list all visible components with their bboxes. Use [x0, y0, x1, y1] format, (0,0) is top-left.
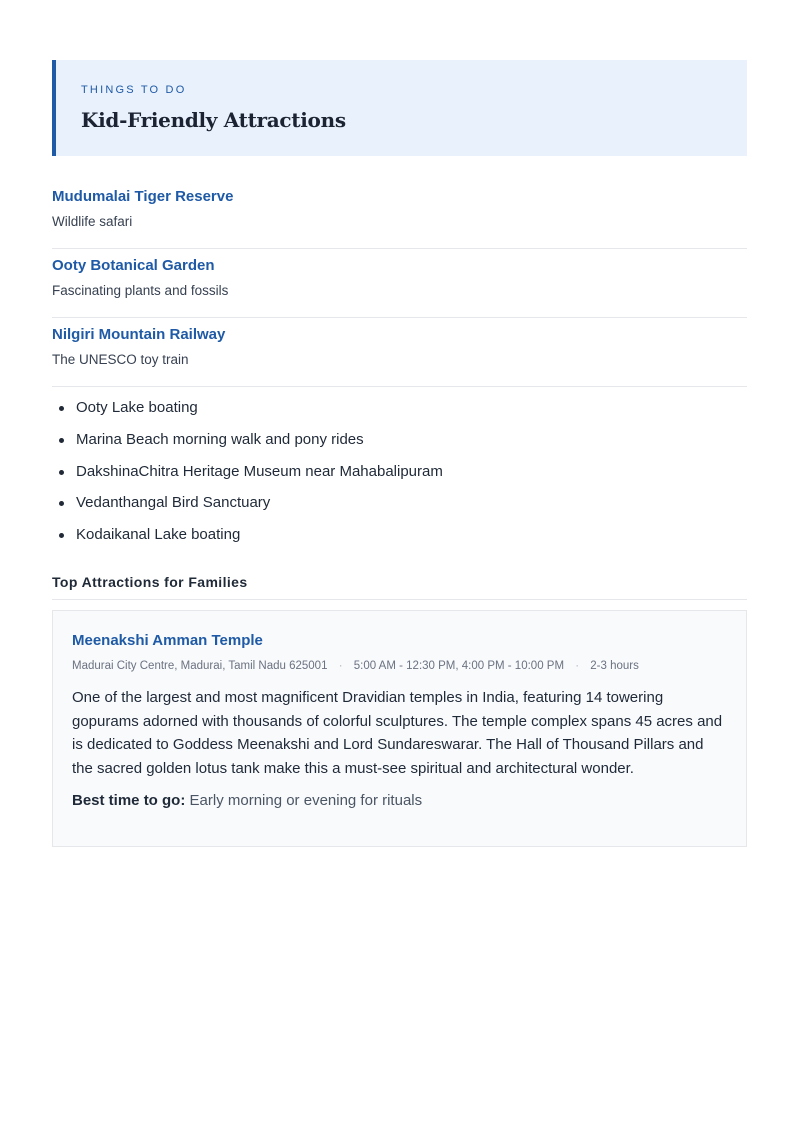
featured-attraction-card	[52, 610, 747, 847]
section-heading: Top Attractions for Families	[52, 574, 747, 600]
best-time-line	[72, 791, 727, 811]
activity-item: Marina Beach morning walk and pony rides	[52, 424, 747, 456]
page-title: Kid-Friendly Attractions	[81, 108, 346, 132]
hours-text: 5:00 AM - 12:30 PM, 4:00 PM - 10:00 PM	[353, 660, 565, 672]
best-time-value: Early morning or evening for rituals	[189, 792, 423, 809]
activity-item: Ooty Lake boating	[52, 392, 747, 424]
meta-separator: ·	[338, 660, 343, 672]
location-text: Madurai City Centre, Madurai, Tamil Nadu 625001	[72, 660, 328, 672]
duration-text: 2-3 hours	[590, 660, 639, 672]
meta-separator: ·	[575, 660, 580, 672]
featured-attraction-name[interactable]: Meenakshi Amman Temple	[72, 632, 263, 649]
best-time-label: Best time to go:	[72, 792, 186, 809]
attraction-list	[52, 180, 747, 387]
attraction-name[interactable]: Mudumalai Tiger Reserve	[52, 188, 234, 205]
attraction-description: One of the largest and most magnificent Dravidian temples in India, featuring 14 towering gopurams adorned with thousands of colorful sculptures. The temple complex spans 45 acres and is dedicated to Goddess Meenakshi and Lord Sundareswarar. The Hall of Thousand Pillars and the sacred golden lotus tank make this a must-see spiritual and architectural wonder.	[72, 689, 723, 777]
attraction-item	[52, 318, 747, 387]
attraction-item	[52, 249, 747, 318]
activity-item: Kodaikanal Lake boating	[52, 519, 747, 551]
attraction-description: Wildlife safari	[52, 214, 133, 229]
activity-item: DakshinaChitra Heritage Museum near Mahabalipuram	[52, 456, 747, 488]
activity-list	[52, 392, 747, 551]
eyebrow-label: THINGS TO DO	[81, 84, 187, 96]
attraction-item	[52, 180, 747, 249]
activity-item: Vedanthangal Bird Sanctuary	[52, 487, 747, 519]
attraction-description: Fascinating plants and fossils	[52, 283, 229, 298]
attraction-description: The UNESCO toy train	[52, 352, 189, 367]
attraction-meta	[72, 659, 727, 673]
attraction-name[interactable]: Nilgiri Mountain Railway	[52, 326, 226, 343]
attraction-name[interactable]: Ooty Botanical Garden	[52, 257, 215, 274]
section-header	[52, 60, 747, 156]
